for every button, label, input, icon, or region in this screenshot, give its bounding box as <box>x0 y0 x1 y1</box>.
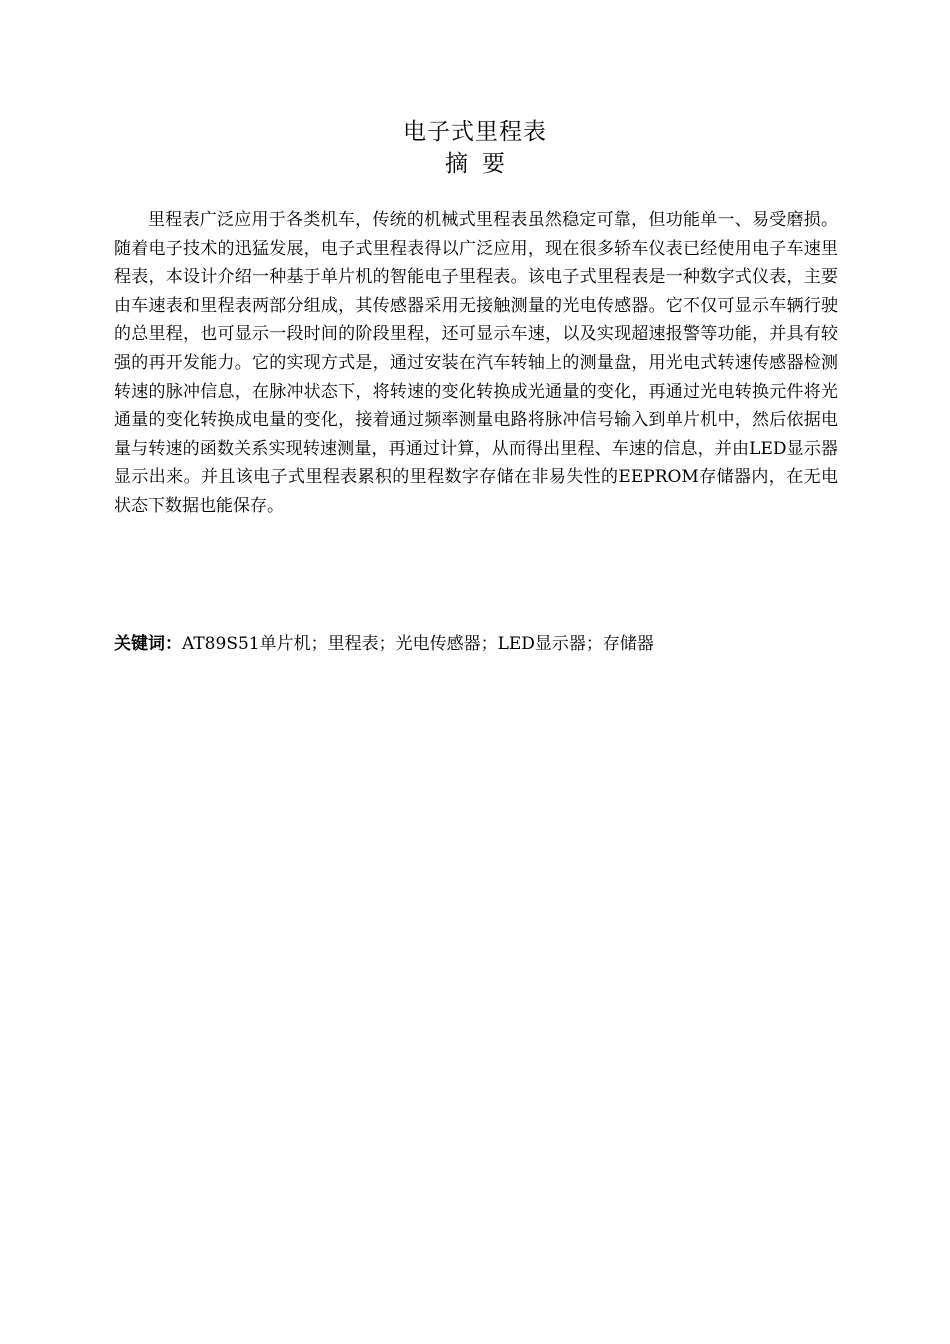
document-title: 电子式里程表 <box>403 119 547 145</box>
keywords-list: AT89S51单片机；里程表；光电传感器；LED显示器；存储器 <box>182 634 654 654</box>
abstract-paragraph: 里程表广泛应用于各类机车，传统的机械式里程表虽然稳定可靠，但功能单一、易受磨损。随着电子技术的迅猛发展，电子式里程表得以广泛应用，现在很多轿车仪表已经使用电子车速里程表，本设计介绍一种基于单片机的智能电子里程表。该电子式里程表是一种数字式仪表，主要由车速表和里程表两部分组成，其传感器采用无接触测量的光电传感器。它不仅可显示车辆行驶的总里程，也可显示一段时间的阶段里程，还可显示车速，以及实现超速报警等功能，并具有较强的再开发能力。它的实现方式是，通过安装在汽车转轴上的测量盘，用光电式转速传感器检测转速的脉冲信息，在脉冲状态下，将转速的变化转换成光通量的变化，再通过光电转换元件将光通量的变化转换成电量的变化，接着通过频率测量电路将脉冲信号输入到单片机中，然后依据电量与转速的函数关系实现转速测量，再通过计算，从而得出里程、车速的信息，并由LED显示器显示出来。并且该电子式里程表累积的里程数字存储在非易失性的EEPROM存储器内，在无电状态下数据也能保存。 <box>114 210 838 516</box>
keywords-label: 关键词： <box>114 634 182 654</box>
abstract-heading: 摘要 <box>445 151 519 177</box>
keywords-line <box>114 630 838 658</box>
